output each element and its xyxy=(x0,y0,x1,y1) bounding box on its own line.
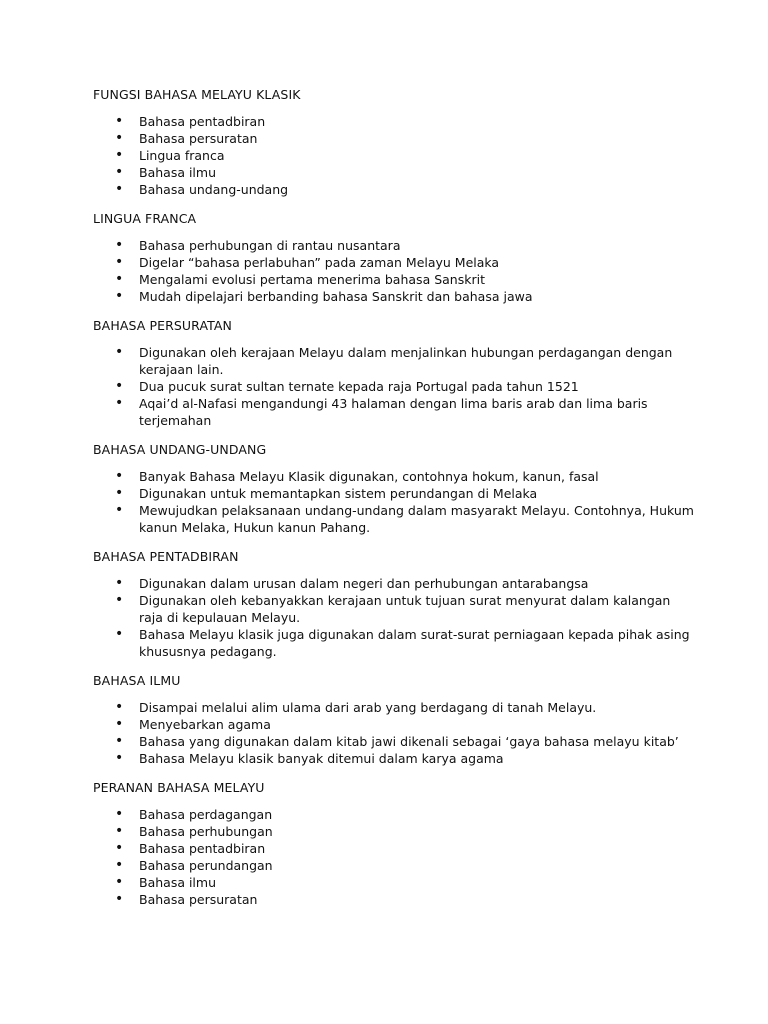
list-item: • Bahasa persuratan xyxy=(93,891,698,908)
section-heading: BAHASA UNDANG-UNDANG xyxy=(93,442,267,457)
section-bahasa-ilmu xyxy=(93,672,698,767)
list-item: • Bahasa ilmu xyxy=(93,164,698,181)
list-item: • Mudah dipelajari berbanding bahasa Sanskrit dan bahasa jawa xyxy=(93,288,698,305)
list-item: • Dua pucuk surat sultan ternate kepada raja Portugal pada tahun 1521 xyxy=(93,378,698,395)
list-item: • Mewujudkan pelaksanaan undang-undang dalam masyarakt Melayu. Contohnya, Hukum kanun Melaka, Hukun kanun Pahang. xyxy=(93,502,698,536)
section-heading: BAHASA PERSURATAN xyxy=(93,318,232,333)
bullet-list xyxy=(93,699,698,767)
list-item: • Menyebarkan agama xyxy=(93,716,698,733)
list-item: • Bahasa pentadbiran xyxy=(93,840,698,857)
list-item: • Bahasa Melayu klasik banyak ditemui dalam karya agama xyxy=(93,750,698,767)
list-item: • Mengalami evolusi pertama menerima bahasa Sanskrit xyxy=(93,271,698,288)
bullet-list xyxy=(93,344,698,429)
list-item: • Digelar “bahasa perlabuhan” pada zaman Melayu Melaka xyxy=(93,254,698,271)
list-item: • Bahasa ilmu xyxy=(93,874,698,891)
list-item: • Bahasa persuratan xyxy=(93,130,698,147)
list-item: • Digunakan untuk memantapkan sistem perundangan di Melaka xyxy=(93,485,698,502)
section-bahasa-pentadbiran xyxy=(93,548,698,660)
section-bahasa-persuratan xyxy=(93,317,698,429)
section-lingua-franca xyxy=(93,210,698,305)
list-item: • Bahasa yang digunakan dalam kitab jawi dikenali sebagai ‘gaya bahasa melayu kitab’ xyxy=(93,733,698,750)
bullet-list xyxy=(93,468,698,536)
section-heading: PERANAN BAHASA MELAYU xyxy=(93,780,265,795)
section-heading: FUNGSI BAHASA MELAYU KLASIK xyxy=(93,87,301,102)
list-item: • Bahasa pentadbiran xyxy=(93,113,698,130)
list-item: • Bahasa perdagangan xyxy=(93,806,698,823)
section-heading: LINGUA FRANCA xyxy=(93,211,197,226)
bullet-list xyxy=(93,806,698,908)
list-item: • Bahasa perhubungan xyxy=(93,823,698,840)
list-item: • Bahasa perundangan xyxy=(93,857,698,874)
list-item: • Digunakan dalam urusan dalam negeri dan perhubungan antarabangsa xyxy=(93,575,698,592)
section-fungsi-bahasa-melayu-klasik xyxy=(93,86,698,198)
list-item: • Bahasa perhubungan di rantau nusantara xyxy=(93,237,698,254)
section-heading: BAHASA PENTADBIRAN xyxy=(93,549,239,564)
section-bahasa-undang-undang xyxy=(93,441,698,536)
bullet-list xyxy=(93,113,698,198)
list-item: • Disampai melalui alim ulama dari arab yang berdagang di tanah Melayu. xyxy=(93,699,698,716)
section-peranan-bahasa-melayu xyxy=(93,779,698,908)
list-item: • Lingua franca xyxy=(93,147,698,164)
list-item: • Digunakan oleh kerajaan Melayu dalam menjalinkan hubungan perdagangan dengan kerajaan lain. xyxy=(93,344,698,378)
list-item: • Aqai’d al-Nafasi mengandungi 43 halaman dengan lima baris arab dan lima baris terjemahan xyxy=(93,395,698,429)
bullet-list xyxy=(93,237,698,305)
section-heading: BAHASA ILMU xyxy=(93,673,181,688)
list-item: • Banyak Bahasa Melayu Klasik digunakan, contohnya hokum, kanun, fasal xyxy=(93,468,698,485)
list-item: • Digunakan oleh kebanyakkan kerajaan untuk tujuan surat menyurat dalam kalangan raja di kepulauan Melayu. xyxy=(93,592,698,626)
list-item: • Bahasa undang-undang xyxy=(93,181,698,198)
bullet-list xyxy=(93,575,698,660)
list-item: • Bahasa Melayu klasik juga digunakan dalam surat-surat perniagaan kepada pihak asing khususnya pedagang. xyxy=(93,626,698,660)
